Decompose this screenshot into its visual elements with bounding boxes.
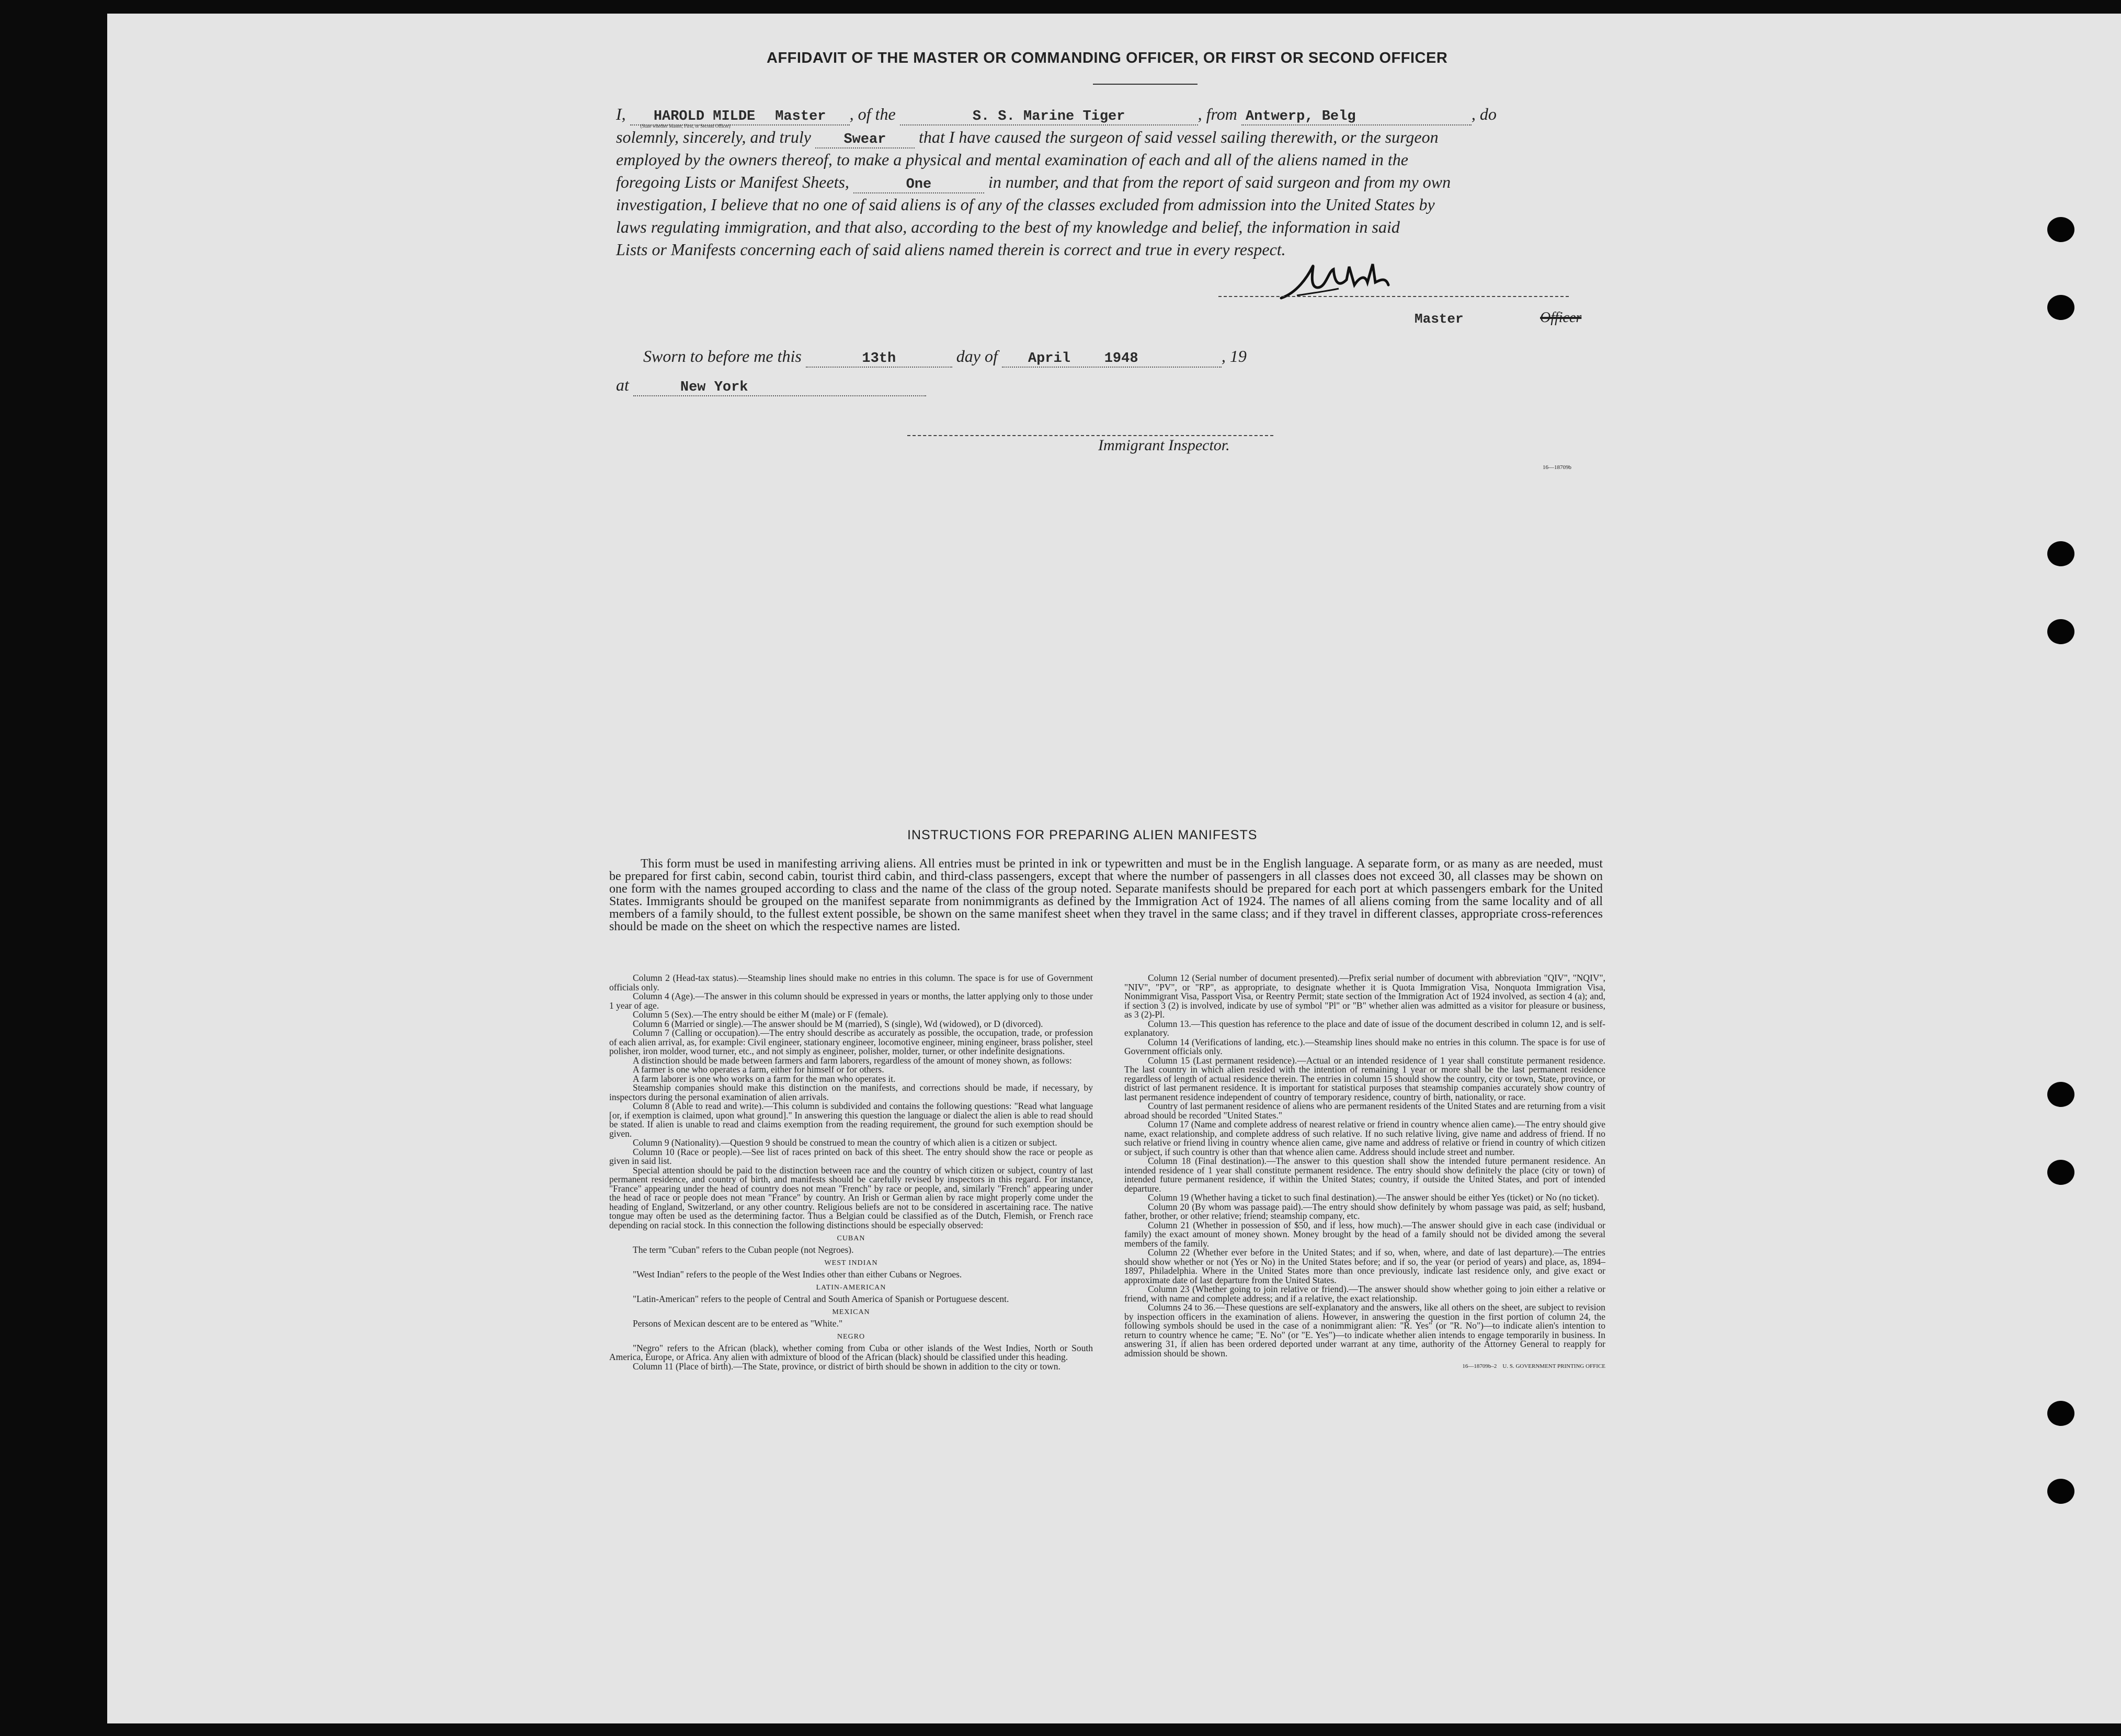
right-para: Column 17 (Name and complete address of nearest relative or friend in country whence alien came).—The entry should give name, exact relationship, and complete address of such relative. If no such relative living, give name and address of friend. If no such relative or friend living in country whence alien came, give name and address of relative or friend in country of which citizen or subject, if such country is other than that whence alien came. Address should include street and number. (1124, 1119, 1605, 1157)
i-label: I, (616, 105, 626, 123)
left-para: Steamship companies should make this distinction on the manifests, and corrections should be made, if necessary, by inspectors during the personal examination of alien arrivals. (609, 1082, 1093, 1102)
column-11-text: Column 11 (Place of birth).—The State, province, or district of birth should be shown in addition to the city or town. (633, 1361, 1060, 1372)
punch-hole (2047, 1479, 2074, 1504)
punch-hole (2047, 619, 2074, 644)
form-code: 16—18709b (1543, 464, 1571, 471)
master-rank: Master (775, 109, 826, 124)
left-para: Column 6 (Married or single).—The answer should be M (married), S (single), Wd (widowed), or D (divorced). (633, 1018, 1043, 1029)
left-para: Column 5 (Sex).—The entry should be either M (male) or F (female). (633, 1009, 888, 1020)
sworn-day: 13th (862, 351, 896, 367)
nineteen-label: , 19 (1221, 347, 1247, 366)
left-para: Column 8 (Able to read and write).—This column is subdivided and contains the following questions: "Read what language [or, if exemption is claimed, upon what ground]." In answering this question the language or dialect the alien is able to read should be stated. If alien is unable to read and claims exemption from the reading requirement, the ground for such exemption should be given. (609, 1101, 1093, 1139)
of-the-label: , of the (849, 105, 896, 123)
oath-word: Swear (843, 132, 886, 147)
punch-hole (2047, 1401, 2074, 1426)
instructions-intro: This form must be used in manifesting arriving aliens. All entries must be printed in ink or typewritten and must be in the English language. A separate form, or as many as are needed, must be prepared for first cabin, second cabin, tourist third cabin, and third-class passengers, except that where the number of passengers in all classes does not exceed 30, all classes may be shown on one form with the names grouped according to class and the name of the class of the group noted. Separate manifests should be prepared for each port at which passengers embark for the United States. Immigrants should be grouped on the manifest separate from nonimmigrants as defined by the Immigration Act of 1924. The names of all aliens coming from the same locality and of all members of a family should, to the fullest extent possible, be shown on the same manifest sheet when they travel in the same class; and if they travel in different classes, appropriate cross-references should be made on the sheet on which the respective names are listed. (609, 857, 1603, 933)
ship-name: S. S. Marine Tiger (972, 109, 1125, 124)
latin-american-text: "Latin-American" refers to the people of Central and South America of Spanish or Portuguese descent. (633, 1293, 1009, 1304)
do-label: , do (1471, 105, 1497, 123)
right-para: Country of last permanent residence of aliens who are permanent residents of the United States and are returning from a visit abroad should be recorded "United States." (1124, 1101, 1605, 1121)
affidavit-line-2 (616, 128, 1599, 149)
left-para: Column 9 (Nationality).—Question 9 should be construed to mean the country of which alien is a citizen or subject. (633, 1137, 1057, 1148)
master-name: HAROLD MILDE (653, 109, 756, 124)
right-para: Column 22 (Whether ever before in the United States; and if so, when, where, and date of last departure).—The entries should show whether or not (Yes or No) in the United States before; and if so, the year (or period of years) and place, as, 1894–1897, Philadelphia. Where in the United States more than once previously, indicate last residence only, and give exact or approximate date of last departure from the United States. (1124, 1247, 1605, 1285)
signature-line (1218, 296, 1569, 298)
right-para: Column 20 (By whom was passage paid).—The entry should show definitely by whom passage was paid, as self; husband, father, brother, or other relative; friend; steamship company, etc. (1124, 1201, 1605, 1221)
affidavit-text-3a: foregoing Lists or Manifest Sheets, (616, 173, 849, 191)
affidavit-line-7: Lists or Manifests concerning each of said aliens named therein is correct and true in every respect. (616, 240, 1286, 259)
at-label: at (616, 375, 629, 394)
signer-struck-title: Officer (1540, 310, 1582, 326)
affidavit-line-5: investigation, I believe that no one of said aliens is of any of the classes excluded from admission into the United States by (616, 195, 1435, 214)
affidavit-text-3b: in number, and that from the report of said surgeon and from my own (988, 173, 1451, 191)
affidavit-line-3: employed by the owners thereof, to make a physical and mental examination of each and all of the aliens named in the (616, 150, 1408, 169)
instructions-title: INSTRUCTIONS FOR PREPARING ALIEN MANIFESTS (907, 828, 1258, 842)
right-para: Column 12 (Serial number of document presented).—Prefix serial number of document with abbreviation "QIV", "NQIV", "NIV", "PV", or "RP", as appropriate, to designate whether it is Quota Immigration Visa, Nonquota Immigration Visa, Nonimmigrant Visa, Passport Visa, or Reentry Permit; state section of the Immigration Act of 1924 involved, as section 4 (a); and, if section 3 (2) is involved, indicate by use of symbol "Pl" or "B" whether alien was admitted as a visitor for pleasure or business, as 3 (2)-Pl. (1124, 973, 1605, 1020)
punch-hole (2047, 295, 2074, 320)
right-para: Column 15 (Last permanent residence).—Actual or an intended residence of 1 year shall constitute permanent residence. The last country in which alien resided with the intention of remaining 1 year or more shall be the last permanent residence regardless of length of actual residence therein. The entries in column 15 should show the country, city or town, State, province, or district of last permanent residence. It is important for statistical purposes that steamship companies accurately show country of last permanent residence independent of country of temporary residence, country of birth, nationality, or race. (1124, 1055, 1605, 1102)
punch-hole (2047, 541, 2074, 566)
left-para: Special attention should be paid to the distinction between race and the country of which citizen or subject, country of last permanent residence, and country of birth, and manifests should be carefully revised by inspectors in this regard. For instance, "France" appearing under the head of country does not mean "French" by race or people, and, similarly "French" appearing under the head of race or people does not mean "France" by country. An Irish or German alien by race might properly come under the heading of England, Switzerland, or any other country. Religious beliefs are not to be considered in ascertaining race. The native tongue may often be used as the determining factor. Thus a Belgian could be classified as of the Dutch, Flemish, or French race depending on racial stock. In this connection the following distinctions should be especially observed: (609, 1164, 1093, 1230)
cuban-heading: CUBAN (837, 1235, 865, 1242)
right-para: Column 23 (Whether going to join relative or friend).—The answer should show whether going to join either a relative or friend, with name and complete address; and if a relative, the exact relationship. (1124, 1284, 1605, 1304)
oath-field (815, 128, 915, 149)
sworn-month-field (1002, 347, 1222, 368)
left-para: Column 10 (Race or people).—See list of races printed on back of this sheet. The entry should show the race or people as given in said list. (609, 1146, 1093, 1166)
sworn-place: New York (680, 380, 748, 395)
sheets-count: One (906, 177, 932, 192)
punch-hole (2047, 1082, 2074, 1107)
left-para: Column 2 (Head-tax status).—Steamship lines should make no entries in this column. The space is for use of Government officials only. (609, 973, 1093, 992)
negro-text: "Negro" refers to the African (black), whether coming from Cuba or other islands of the West Indies, North or South America, Europe, or Africa. Any alien with admixture of blood of the African (black) should be classified under this heading. (609, 1342, 1093, 1362)
left-para: A distinction should be made between farmers and farm laborers, regardless of the amount of money shown, as follows: (633, 1055, 1072, 1066)
footer-code: 16—18709b–2 U. S. GOVERNMENT PRINTING OFFICE (1462, 1363, 1605, 1369)
instructions-right-column (1124, 974, 1605, 1372)
sworn-line (643, 347, 1626, 368)
latin-american-heading: LATIN-AMERICAN (816, 1284, 886, 1292)
right-para: Column 19 (Whether having a ticket to such final destination).—The answer should be either Yes (ticket) or No (no ticket). (1148, 1192, 1600, 1203)
punch-hole (2047, 1160, 2074, 1185)
left-para: Column 4 (Age).—The answer in this column should be expressed in years or months, the latter applying only to those under 1 year of age. (609, 991, 1093, 1011)
right-para: Column 13.—This question has reference to the place and date of issue of the document described in column 12, and is self-explanatory. (1124, 1018, 1605, 1038)
signer-rank: Master (1415, 311, 1464, 327)
right-para: Column 18 (Final destination).—The answer to this question shall show the intended future permanent residence. An intended residence of 1 year shall constitute permanent residence. The entry should show definitely the place (city or town) of intended future permanent residence, if within the United States; country, if outside the United States, and port of intended departure. (1124, 1156, 1605, 1194)
title-underline (1093, 84, 1198, 85)
west-indian-heading: WEST INDIAN (824, 1259, 878, 1267)
left-para: A farm laborer is one who works on a farm for the man who operates it. (633, 1073, 896, 1084)
affidavit-line-6: laws regulating immigration, and that also, according to the best of my knowledge and belief, the information in said (616, 218, 1400, 236)
ship-field (900, 105, 1198, 125)
mexican-heading: MEXICAN (832, 1308, 870, 1316)
sworn-day-field (806, 347, 952, 368)
solemnly-text: solemnly, sincerely, and truly (616, 128, 811, 146)
instructions-left-column (609, 974, 1093, 1371)
affidavit-title: AFFIDAVIT OF THE MASTER OR COMMANDING OFFICER, OR FIRST OR SECOND OFFICER (767, 50, 1448, 66)
at-line (616, 375, 1599, 396)
left-para: A farmer is one who operates a farm, either for himself or for others. (633, 1064, 884, 1075)
place-field (633, 375, 926, 396)
port-name: Antwerp, Belg (1245, 109, 1356, 124)
affidavit-line-1 (616, 105, 1599, 129)
west-indian-text: "West Indian" refers to the people of the West Indies other than either Cubans or Negroes. (633, 1269, 962, 1280)
right-para: Column 21 (Whether in possession of $50, and if less, how much).—The answer should give in each case (individual or family) the exact amount of money shown. Money brought by the head of a family should not be divided among the several members of the family. (1124, 1219, 1605, 1249)
mexican-text: Persons of Mexican descent are to be entered as "White." (633, 1318, 843, 1329)
right-para: Column 14 (Verifications of landing, etc.).—Steamship lines should make no entries in this column. The space is for use of Government officials only. (1124, 1036, 1605, 1056)
affidavit-line-4 (616, 173, 1599, 193)
day-of-label: day of (956, 347, 998, 366)
port-field (1241, 105, 1472, 125)
left-para: Column 7 (Calling or occupation).—The entry should describe as accurately as possible, the occupation, trade, or profession of each alien arrival, as, for example: Civil engineer, stationary engineer, locomotive engineer, mining engineer, brass polisher, steel polisher, iron molder, wood turner, etc., and not simply as engineer, polisher, molder, turner, or other indefinite designations. (609, 1027, 1093, 1056)
punch-hole (2047, 217, 2074, 242)
sworn-month-year: April 1948 (1028, 351, 1138, 367)
sworn-label: Sworn to before me this (643, 347, 802, 366)
inspector-label: Immigrant Inspector. (1098, 437, 1230, 454)
affidavit-text-1: that I have caused the surgeon of said vessel sailing therewith, or the surgeon (918, 128, 1439, 146)
rank-note: (State whether Master, First, or Second Officer) (640, 123, 731, 129)
negro-heading: NEGRO (837, 1333, 865, 1341)
cuban-text: The term "Cuban" refers to the Cuban people (not Negroes). (633, 1244, 854, 1255)
master-signature (1276, 256, 1433, 309)
from-label: , from (1198, 105, 1237, 123)
master-name-field (630, 105, 850, 129)
sheets-field (853, 173, 984, 193)
right-para: Columns 24 to 36.—These questions are self-explanatory and the answers, like all others on the sheet, are subject to revision by inspection officers in the examination of aliens. However, in answering the question in the first portion of column 24, the following symbols should be used in the case of a nonimmigrant alien: "R. Yes" (or "R. No")—to indicate alien's intention to return to country whence he came; "E. No" (or "E. Yes")—to indicate whether alien intends to engage temporarily in business. In answering 31, if alien has been ordered deported under warrant at any time, authority of the Attorney General to reapply for admission should be shown. (1124, 1302, 1605, 1358)
